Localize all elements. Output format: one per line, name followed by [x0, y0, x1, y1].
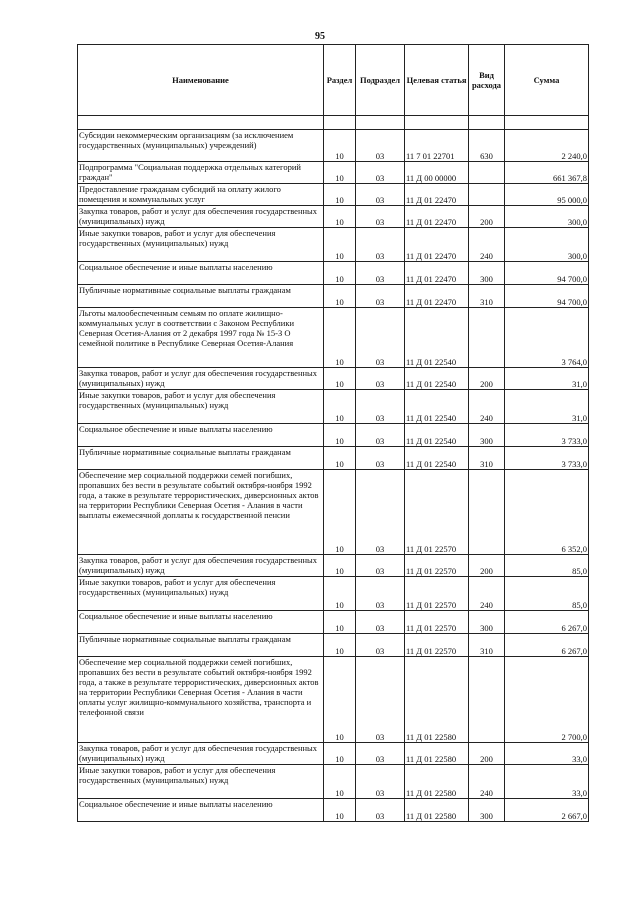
row-target: 11 Д 01 22570: [405, 634, 469, 657]
row-target: 11 Д 01 22570: [405, 555, 469, 577]
row-target: 11 Д 01 22540: [405, 447, 469, 470]
row-subsection: 03: [356, 162, 405, 184]
row-name: Иные закупки товаров, работ и услуг для обеспечения государственных (муниципальных) нужд: [78, 390, 324, 424]
row-subsection: 03: [356, 447, 405, 470]
table-row: [78, 308, 589, 368]
row-subsection: 03: [356, 424, 405, 447]
table-row: [78, 228, 589, 262]
row-section: 10: [324, 206, 356, 228]
row-target: 11 Д 01 22470: [405, 206, 469, 228]
table-row: [78, 390, 589, 424]
row-section: 10: [324, 285, 356, 308]
row-subsection: 03: [356, 555, 405, 577]
row-type: [469, 470, 505, 555]
row-target: 11 Д 01 22570: [405, 470, 469, 555]
header-subsection: Подраздел: [356, 45, 405, 116]
row-target: 11 Д 01 22570: [405, 611, 469, 634]
table-row: [78, 743, 589, 765]
row-name: Социальное обеспечение и иные выплаты населению: [78, 262, 324, 285]
row-section: 10: [324, 308, 356, 368]
row-subsection: 03: [356, 130, 405, 162]
row-type: 310: [469, 447, 505, 470]
row-section: 10: [324, 657, 356, 743]
row-amount: 94 700,0: [505, 262, 589, 285]
row-amount: 300,0: [505, 206, 589, 228]
row-target: 11 Д 01 22540: [405, 368, 469, 390]
row-amount: 85,0: [505, 555, 589, 577]
row-amount: 33,0: [505, 765, 589, 799]
table-header-row: [78, 45, 589, 116]
row-subsection: 03: [356, 262, 405, 285]
row-target: 11 Д 01 22540: [405, 424, 469, 447]
row-name: Закупка товаров, работ и услуг для обеспечения государственных (муниципальных) нужд: [78, 555, 324, 577]
row-amount: 6 267,0: [505, 634, 589, 657]
row-section: 10: [324, 162, 356, 184]
row-name: Закупка товаров, работ и услуг для обеспечения государственных (муниципальных) нужд: [78, 368, 324, 390]
header-amount: Сумма: [505, 45, 589, 116]
row-amount: 2 240,0: [505, 130, 589, 162]
row-subsection: 03: [356, 799, 405, 822]
row-subsection: 03: [356, 765, 405, 799]
row-target: 11 Д 01 22540: [405, 308, 469, 368]
row-name: Закупка товаров, работ и услуг для обеспечения государственных (муниципальных) нужд: [78, 206, 324, 228]
row-section: 10: [324, 799, 356, 822]
row-subsection: 03: [356, 184, 405, 206]
row-amount: 33,0: [505, 743, 589, 765]
row-name: Социальное обеспечение и иные выплаты населению: [78, 611, 324, 634]
header-name: Наименование: [78, 45, 324, 116]
row-section: 10: [324, 130, 356, 162]
row-name: Льготы малообеспеченным семьям по оплате жилищно-коммунальных услуг в соответствии с Законом Республики Северная Осетия-Алания от 2 декабря 1997 года № 15-З О семейной политике в Республике Северная Осетия-Алания: [78, 308, 324, 368]
row-name: Публичные нормативные социальные выплаты гражданам: [78, 285, 324, 308]
table-row: [78, 184, 589, 206]
table-row: [78, 285, 589, 308]
row-amount: 3 733,0: [505, 424, 589, 447]
row-section: 10: [324, 743, 356, 765]
row-subsection: 03: [356, 206, 405, 228]
row-section: 10: [324, 447, 356, 470]
table-row: [78, 447, 589, 470]
row-subsection: 03: [356, 228, 405, 262]
row-name: Субсидии некоммерческим организациям (за исключением государственных (муниципальных) учреждений): [78, 130, 324, 162]
row-type: 200: [469, 368, 505, 390]
row-type: 240: [469, 765, 505, 799]
row-name: Иные закупки товаров, работ и услуг для обеспечения государственных (муниципальных) нужд: [78, 228, 324, 262]
row-type: [469, 162, 505, 184]
row-amount: 31,0: [505, 390, 589, 424]
row-name: Иные закупки товаров, работ и услуг для обеспечения государственных (муниципальных) нужд: [78, 765, 324, 799]
row-subsection: 03: [356, 577, 405, 611]
row-subsection: 03: [356, 470, 405, 555]
row-name: Публичные нормативные социальные выплаты гражданам: [78, 634, 324, 657]
row-name: Иные закупки товаров, работ и услуг для обеспечения государственных (муниципальных) нужд: [78, 577, 324, 611]
row-subsection: 03: [356, 634, 405, 657]
row-type: 300: [469, 262, 505, 285]
row-amount: 94 700,0: [505, 285, 589, 308]
row-section: 10: [324, 368, 356, 390]
table-row: [78, 130, 589, 162]
budget-table: [77, 44, 589, 822]
row-target: 11 Д 01 22470: [405, 285, 469, 308]
row-subsection: 03: [356, 368, 405, 390]
row-section: 10: [324, 634, 356, 657]
row-name: Обеспечение мер социальной поддержки семей погибших, пропавших без вести в результате событий октября-ноября 1992 года, а также в результате террористических, диверсионных актов на территории Республики Северная Осетия - Алания в части выплаты ежемесячной доплаты к государственной пенсии: [78, 470, 324, 555]
row-subsection: 03: [356, 285, 405, 308]
row-type: 200: [469, 555, 505, 577]
row-target: 11 Д 01 22470: [405, 228, 469, 262]
row-section: 10: [324, 184, 356, 206]
row-amount: 661 367,8: [505, 162, 589, 184]
row-target: 11 Д 01 22580: [405, 765, 469, 799]
table-row: [78, 611, 589, 634]
row-target: 11 Д 01 22580: [405, 743, 469, 765]
row-name: Социальное обеспечение и иные выплаты населению: [78, 799, 324, 822]
table-row: [78, 424, 589, 447]
row-subsection: 03: [356, 611, 405, 634]
row-section: 10: [324, 577, 356, 611]
row-amount: 6 352,0: [505, 470, 589, 555]
table-row: [78, 206, 589, 228]
row-target: 11 Д 01 22540: [405, 390, 469, 424]
row-type: 300: [469, 424, 505, 447]
row-section: 10: [324, 765, 356, 799]
row-type: [469, 308, 505, 368]
row-target: 11 Д 01 22570: [405, 577, 469, 611]
row-amount: 3 764,0: [505, 308, 589, 368]
table-row: [78, 577, 589, 611]
row-amount: 2 700,0: [505, 657, 589, 743]
row-section: 10: [324, 424, 356, 447]
row-name: Обеспечение мер социальной поддержки семей погибших, пропавших без вести в результате событий октября-ноября 1992 года, а также в результате террористических, диверсионных актов на территории Республики Северная Осетия - Алания в части оплаты услуг жилищно-коммунального хозяйства, транспорта и телефонной связи: [78, 657, 324, 743]
row-section: 10: [324, 470, 356, 555]
row-type: [469, 657, 505, 743]
row-amount: 2 667,0: [505, 799, 589, 822]
row-type: 200: [469, 206, 505, 228]
row-amount: 95 000,0: [505, 184, 589, 206]
page-number: 95: [315, 31, 325, 42]
row-type: 310: [469, 285, 505, 308]
table-row: [78, 765, 589, 799]
header-expense-type: Вид расхода: [469, 45, 505, 116]
header-target: Целевая статья: [405, 45, 469, 116]
row-type: 300: [469, 799, 505, 822]
row-amount: 85,0: [505, 577, 589, 611]
row-section: 10: [324, 555, 356, 577]
row-section: 10: [324, 262, 356, 285]
table-row: [78, 162, 589, 184]
table-row: [78, 262, 589, 285]
row-name: Публичные нормативные социальные выплаты гражданам: [78, 447, 324, 470]
table-row: [78, 799, 589, 822]
table-row: [78, 657, 589, 743]
row-type: [469, 184, 505, 206]
row-amount: 6 267,0: [505, 611, 589, 634]
row-name: Закупка товаров, работ и услуг для обеспечения государственных (муниципальных) нужд: [78, 743, 324, 765]
row-section: 10: [324, 228, 356, 262]
spacer-row: [78, 116, 589, 130]
table-row: [78, 470, 589, 555]
row-target: 11 Д 01 22580: [405, 657, 469, 743]
table-row: [78, 368, 589, 390]
row-type: 630: [469, 130, 505, 162]
row-section: 10: [324, 390, 356, 424]
row-target: 11 Д 01 22580: [405, 799, 469, 822]
row-type: 200: [469, 743, 505, 765]
row-name: Социальное обеспечение и иные выплаты населению: [78, 424, 324, 447]
row-subsection: 03: [356, 657, 405, 743]
row-subsection: 03: [356, 308, 405, 368]
header-section: Раздел: [324, 45, 356, 116]
row-type: 310: [469, 634, 505, 657]
row-name: Подпрограмма "Социальная поддержка отдельных категорий граждан": [78, 162, 324, 184]
row-name: Предоставление гражданам субсидий на оплату жилого помещения и коммунальных услуг: [78, 184, 324, 206]
row-type: 240: [469, 228, 505, 262]
row-type: 300: [469, 611, 505, 634]
table-row: [78, 634, 589, 657]
row-section: 10: [324, 611, 356, 634]
row-target: 11 Д 00 00000: [405, 162, 469, 184]
row-amount: 31,0: [505, 368, 589, 390]
row-type: 240: [469, 390, 505, 424]
row-amount: 3 733,0: [505, 447, 589, 470]
row-target: 11 Д 01 22470: [405, 262, 469, 285]
row-target: 11 Д 01 22470: [405, 184, 469, 206]
row-amount: 300,0: [505, 228, 589, 262]
row-subsection: 03: [356, 390, 405, 424]
table-row: [78, 555, 589, 577]
row-type: 240: [469, 577, 505, 611]
row-target: 11 7 01 22701: [405, 130, 469, 162]
row-subsection: 03: [356, 743, 405, 765]
